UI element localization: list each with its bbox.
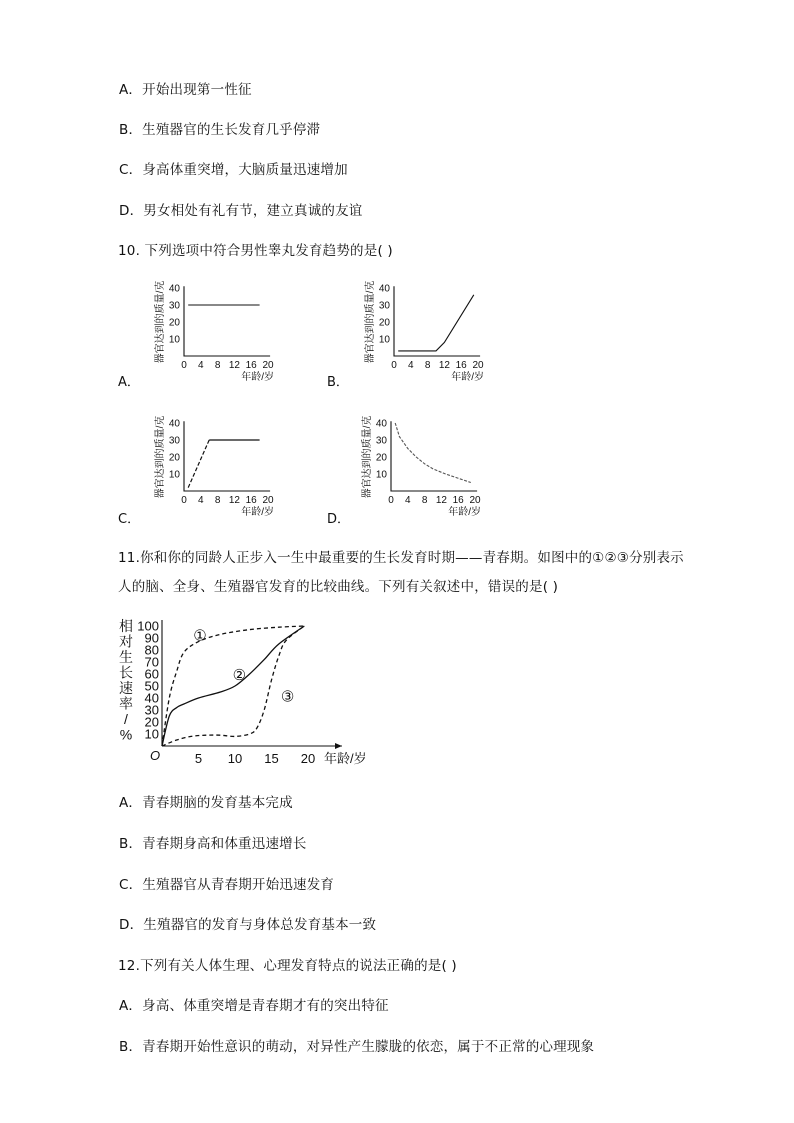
x-tick-label: 0 (388, 495, 394, 506)
y-tick-label: 50 (144, 678, 159, 694)
y-axis-label-char: / (124, 711, 128, 727)
x-tick-label: 12 (228, 495, 240, 506)
x-tick-label: 0 (181, 360, 187, 371)
x-tick-label: 12 (435, 495, 447, 506)
q9-option-c: C．身高体重突增，大脑质量迅速增加 (119, 162, 348, 178)
data-line (395, 423, 471, 483)
q10-option-b-letter: B． (327, 375, 349, 390)
series-line-3 (162, 626, 304, 746)
y-tick-label: 30 (168, 435, 180, 447)
x-tick-label: 16 (245, 360, 257, 371)
x-tick-label: 0 (391, 360, 397, 371)
axes (184, 286, 270, 356)
origin-label: O (150, 748, 161, 763)
y-tick-label: 20 (375, 452, 387, 464)
y-axis-label-char: 生 (119, 649, 133, 665)
y-tick-label: 10 (168, 334, 180, 346)
x-tick-label: 10 (227, 751, 243, 766)
x-tick-label: 20 (300, 751, 316, 766)
x-tick-label: 15 (264, 751, 279, 766)
x-tick-label: 20 (262, 360, 274, 371)
y-tick-label: 40 (378, 283, 390, 295)
x-tick-label: 8 (421, 495, 428, 506)
y-tick-label: 10 (378, 334, 390, 346)
x-tick-label: 8 (424, 360, 431, 371)
y-tick-label: 40 (144, 690, 159, 706)
y-tick-label: 40 (168, 418, 180, 430)
y-axis-label: 器官达到的质量/克 (155, 280, 166, 364)
y-tick-label: 90 (144, 630, 159, 646)
series-line-1 (162, 626, 304, 746)
q12-option-b: B．青春期开始性意识的萌动，对异性产生朦胧的依恋，属于不正常的心理现象 (119, 1039, 595, 1055)
x-tick-label: 20 (469, 495, 481, 506)
data-line (188, 440, 209, 488)
y-axis-label-char: 对 (119, 633, 133, 650)
y-axis-label-char: 率 (119, 695, 133, 712)
y-tick-label: 20 (168, 452, 180, 464)
y-tick-label: 40 (168, 283, 180, 295)
q11-option-c: C．生殖器官从青春期开始迅速发育 (119, 877, 335, 893)
q10-stem: 10. 下列选项中符合男性睾丸发育趋势的是( ) (118, 243, 393, 259)
y-tick-label: 100 (137, 618, 159, 634)
y-tick-label: 80 (144, 642, 159, 658)
chart-option-a (150, 275, 290, 385)
x-tick-label: 16 (245, 495, 257, 506)
q9-option-a: A．开始出现第一性征 (119, 82, 252, 98)
y-tick-label: 10 (144, 726, 159, 742)
x-tick-label: 4 (198, 360, 204, 371)
x-tick-label: 12 (228, 360, 240, 371)
x-axis-arrow (335, 743, 342, 749)
y-axis-label: 器官达到的质量/克 (362, 415, 373, 499)
data-line (398, 295, 474, 351)
q10-option-a-letter: A． (118, 375, 140, 390)
q11-stem-line1: 11.你和你的同龄人正步入一生中最重要的生长发育时期——青春期。如图中的①②③分别表示 (118, 550, 684, 566)
chart-option-b (360, 275, 500, 385)
y-tick-label: 20 (168, 317, 180, 329)
x-tick-label: 4 (198, 495, 204, 506)
x-tick-label: 20 (262, 495, 274, 506)
x-tick-label: 0 (181, 495, 187, 506)
q10-option-d-letter: D． (327, 512, 351, 527)
q12-option-a: A．身高、体重突增是青春期才有的突出特征 (119, 998, 389, 1014)
y-axis-label: 器官达到的质量/克 (155, 415, 166, 499)
y-axis-label: 器官达到的质量/克 (365, 280, 376, 364)
y-axis-label-char: 相 (119, 618, 133, 634)
q9-option-b: B．生殖器官的生长发育几乎停滞 (119, 122, 321, 138)
x-axis-label: 年龄/岁 (241, 507, 274, 518)
x-axis-label: 年龄/岁 (448, 507, 481, 518)
series-line-2 (162, 626, 304, 746)
axes (394, 286, 480, 356)
q12-stem: 12.下列有关人体生理、心理发育特点的说法正确的是( ) (118, 958, 457, 974)
curve-label: ② (232, 667, 247, 684)
x-tick-label: 4 (408, 360, 414, 371)
growth-curve-chart (110, 615, 400, 775)
axes (184, 421, 270, 491)
curve-label: ① (193, 627, 207, 645)
y-tick-label: 30 (144, 702, 159, 718)
y-tick-label: 30 (375, 435, 387, 447)
y-tick-label: 10 (375, 469, 387, 481)
q11-option-a: A．青春期脑的发育基本完成 (119, 795, 293, 811)
y-tick-label: 60 (144, 666, 159, 682)
y-tick-label: 10 (168, 469, 180, 481)
x-tick-label: 5 (194, 751, 203, 766)
y-axis-label-char: 长 (119, 664, 133, 681)
q11-stem-line2: 人的脑、全身、生殖器官发育的比较曲线。下列有关叙述中，错误的是( ) (118, 579, 559, 595)
y-tick-label: 20 (378, 317, 390, 329)
q11-option-b: B．青春期身高和体重迅速增长 (119, 836, 307, 852)
y-tick-label: 30 (168, 300, 180, 312)
x-tick-label: 20 (472, 360, 484, 371)
x-tick-label: 16 (452, 495, 464, 506)
y-axis-label-char: 速 (119, 680, 133, 696)
x-axis-label: 年龄/岁 (324, 751, 367, 766)
x-axis-label: 年龄/岁 (241, 372, 274, 383)
y-tick-label: 30 (378, 300, 390, 312)
q11-option-d: D．生殖器官的发育与身体总发育基本一致 (119, 917, 377, 933)
y-tick-label: 20 (144, 714, 159, 730)
curve-label: ③ (280, 688, 295, 706)
y-tick-label: 40 (375, 418, 387, 430)
x-tick-label: 8 (214, 360, 221, 371)
q10-option-c-letter: C． (118, 512, 141, 527)
q9-option-d: D．男女相处有礼有节，建立真诚的友谊 (119, 203, 363, 219)
chart-option-c (150, 410, 290, 520)
x-axis-label: 年龄/岁 (451, 372, 484, 383)
chart-option-d (357, 410, 497, 520)
x-tick-label: 4 (405, 495, 411, 506)
x-tick-label: 8 (214, 495, 221, 506)
x-tick-label: 12 (438, 360, 450, 371)
y-axis-label-char: % (119, 726, 133, 743)
y-tick-label: 70 (144, 654, 159, 670)
x-tick-label: 16 (455, 360, 467, 371)
